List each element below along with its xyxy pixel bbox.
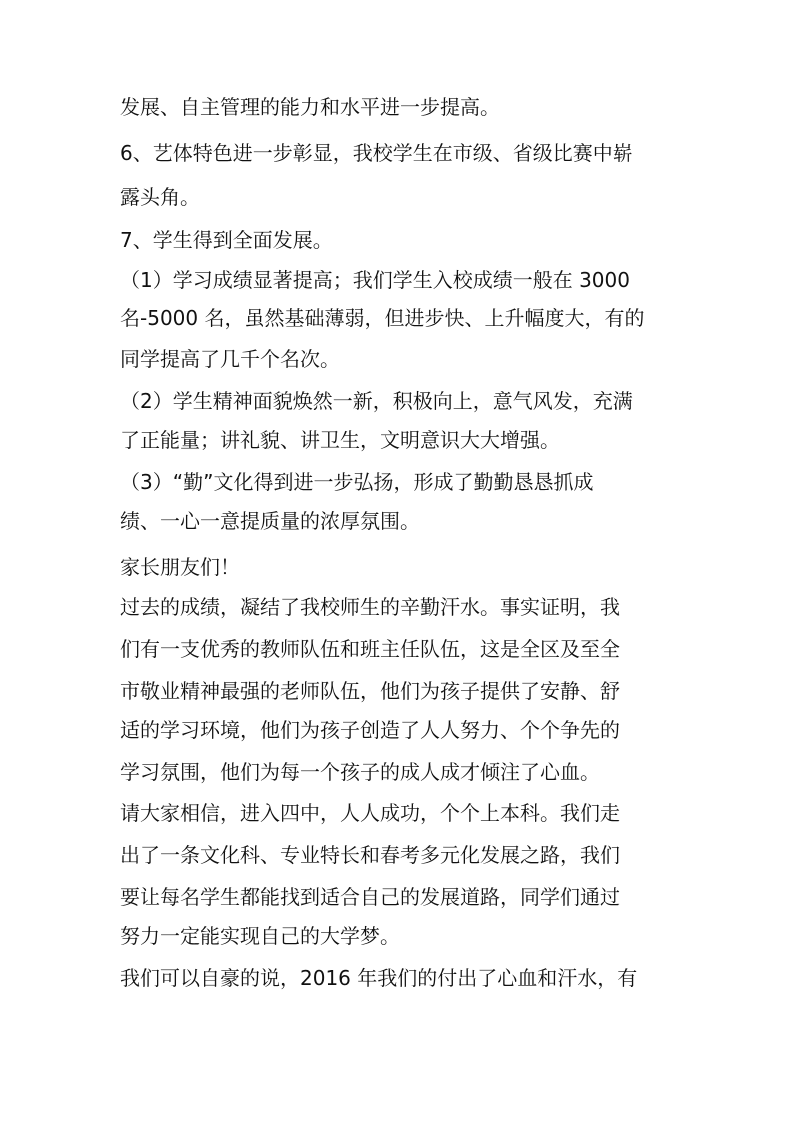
text-line: 出了一条文化科、专业特长和春考多元化发展之路，我们 [120,843,620,867]
text-line: 们有一支优秀的教师队伍和班主任队伍，这是全区及至全 [120,637,620,661]
text-line: （2）学生精神面貌焕然一新，积极向上，意气风发，充满 [120,389,633,413]
text-line: 家长朋友们！ [120,555,240,579]
text-line: 我们可以自豪的说，2016 年我们的付出了心血和汗水，有 [120,966,638,990]
text-line: 露头角。 [120,185,200,209]
text-line: 绩、一心一意提质量的浓厚氛围。 [120,509,420,533]
text-line: （3）“勤”文化得到进一步弘扬，形成了勤勤恳恳抓成 [120,470,594,494]
text-line: 同学提高了几千个名次。 [120,347,340,371]
text-line: 了正能量；讲礼貌、讲卫生，文明意识大大增强。 [120,428,560,452]
text-line: 学习氛围，他们为每一个孩子的成人成才倾注了心血。 [120,760,600,784]
text-line: 市敬业精神最强的老师队伍，他们为孩子提供了安静、舒 [120,679,620,703]
text-line: 适的学习环境，他们为孩子创造了人人努力、个个争先的 [120,718,620,742]
text-line: 请大家相信，进入四中，人人成功，个个上本科。我们走 [120,801,620,825]
text-line: 努力一定能实现自己的大学梦。 [120,924,400,948]
text-line: 6、艺体特色进一步彰显，我校学生在市级、省级比赛中崭 [120,141,633,165]
text-line: 7、学生得到全面发展。 [120,228,333,252]
text-line: 名-5000 名，虽然基础薄弱，但进步快、上升幅度大，有的 [120,306,645,330]
text-line: 发展、自主管理的能力和水平进一步提高。 [120,95,500,119]
text-line: （1）学习成绩显著提高；我们学生入校成绩一般在 3000 [120,268,630,292]
text-line: 要让每名学生都能找到适合自己的发展道路，同学们通过 [120,885,620,909]
text-line: 过去的成绩，凝结了我校师生的辛勤汗水。事实证明，我 [120,595,620,619]
